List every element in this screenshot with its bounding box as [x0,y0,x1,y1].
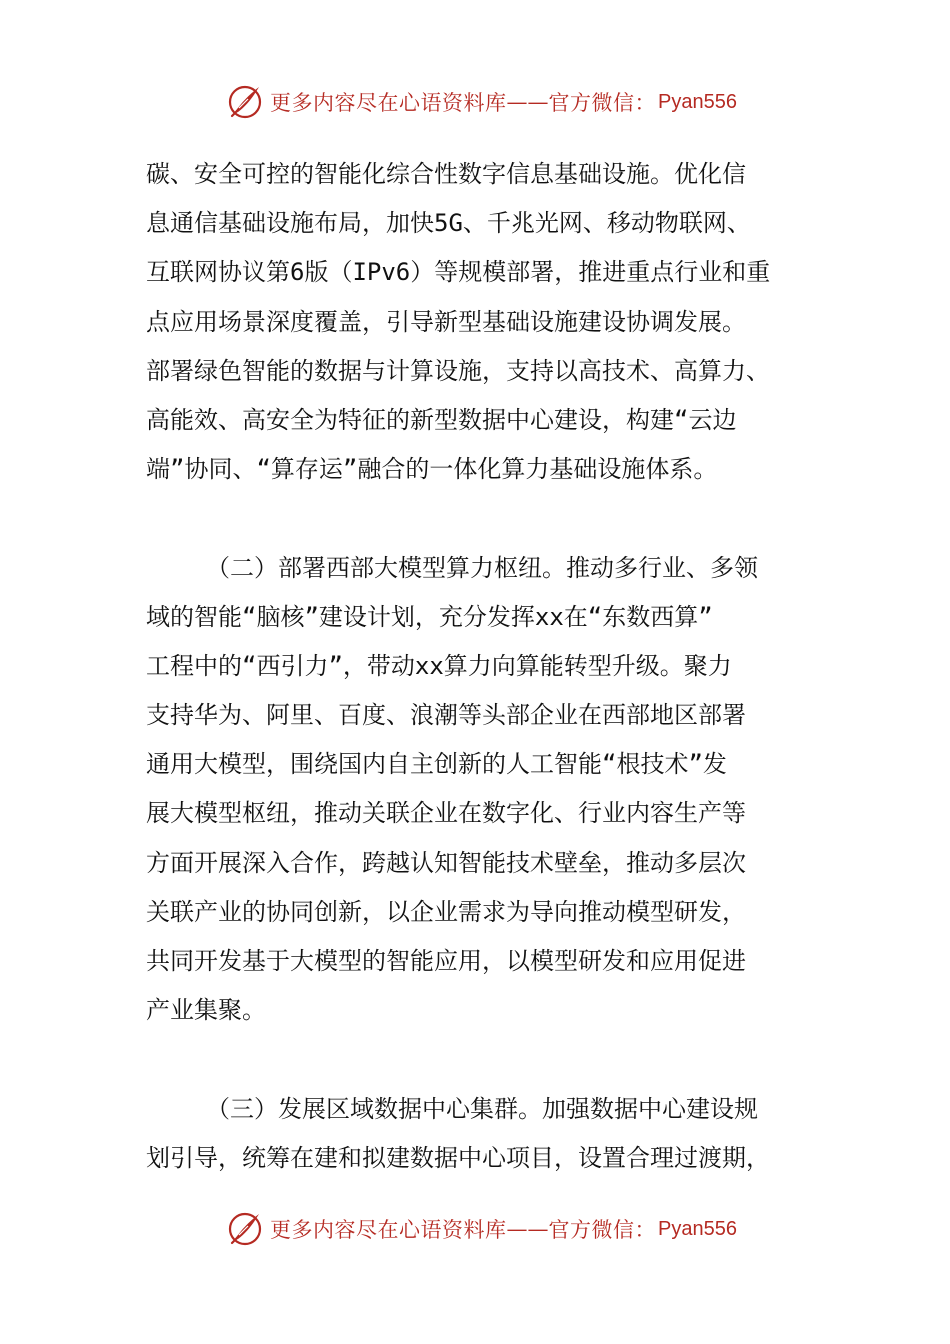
text-line: （三）发展区域数据中心集群。加强数据中心建设规 [206,1094,758,1123]
document-body [146,150,806,1183]
paragraph [146,150,806,494]
text-line: 通用大模型，围绕国内自主创新的人工智能“根技术”发 [146,750,727,779]
paragraph [146,544,806,1036]
text-line: 碳、安全可控的智能化综合性数字信息基础设施。优化信 [146,160,746,188]
text-line: 部署绿色智能的数据与计算设施，支持以高技术、高算力、 [146,356,770,385]
text-line: 端”协同、“算存运”融合的一体化算力基础设施体系。 [146,455,718,484]
paragraph [146,1085,806,1183]
text-line: 方面开展深入合作，跨越认知智能技术壁垒，推动多层次 [146,848,746,877]
quill-pen-logo-icon [226,1210,264,1248]
text-line: 展大模型枢纽，推动关联企业在数字化、行业内容生产等 [146,799,746,828]
text-line: 点应用场景深度覆盖，引导新型基础设施建设协调发展。 [146,307,746,336]
text-line: 互联网协议第6版（IPv6）等规模部署，推进重点行业和重 [146,258,771,287]
banner-wechat-label: 官方微信： [548,91,656,115]
paragraph-gap [146,1035,806,1084]
banner-separator: —— [506,1217,549,1241]
banner-text: 更多内容尽在心语资料库 [270,1218,507,1242]
quill-pen-logo-icon [226,83,264,121]
paragraph-gap [146,494,806,543]
banner-wechat-id: Pyan556 [658,90,737,113]
banner-wechat-label: 官方微信： [548,1218,656,1242]
footer-banner [226,1209,737,1249]
banner-text: 更多内容尽在心语资料库 [270,91,507,115]
banner-separator: —— [506,90,549,114]
header-banner [226,82,737,122]
text-line: 共同开发基于大模型的智能应用，以模型研发和应用促进 [146,947,746,975]
text-line: 产业集聚。 [146,996,266,1025]
text-line: 域的智能“脑核”建设计划，充分发挥xx在“东数西算” [146,602,713,631]
text-line: 工程中的“西引力”，带动xx算力向算能转型升级。聚力 [146,651,732,680]
text-line: 划引导，统筹在建和拟建数据中心项目，设置合理过渡期， [146,1143,770,1172]
text-line: （二）部署西部大模型算力枢纽。推动多行业、多领 [206,553,758,582]
text-line: 关联产业的协同创新，以企业需求为导向推动模型研发， [146,897,746,926]
banner-wechat-id: Pyan556 [658,1217,737,1240]
text-line: 高能效、高安全为特征的新型数据中心建设，构建“云边 [146,405,737,434]
text-line: 支持华为、阿里、百度、浪潮等头部企业在西部地区部署 [146,701,746,730]
text-line: 息通信基础设施布局，加快5G、千兆光网、移动物联网、 [146,209,751,238]
